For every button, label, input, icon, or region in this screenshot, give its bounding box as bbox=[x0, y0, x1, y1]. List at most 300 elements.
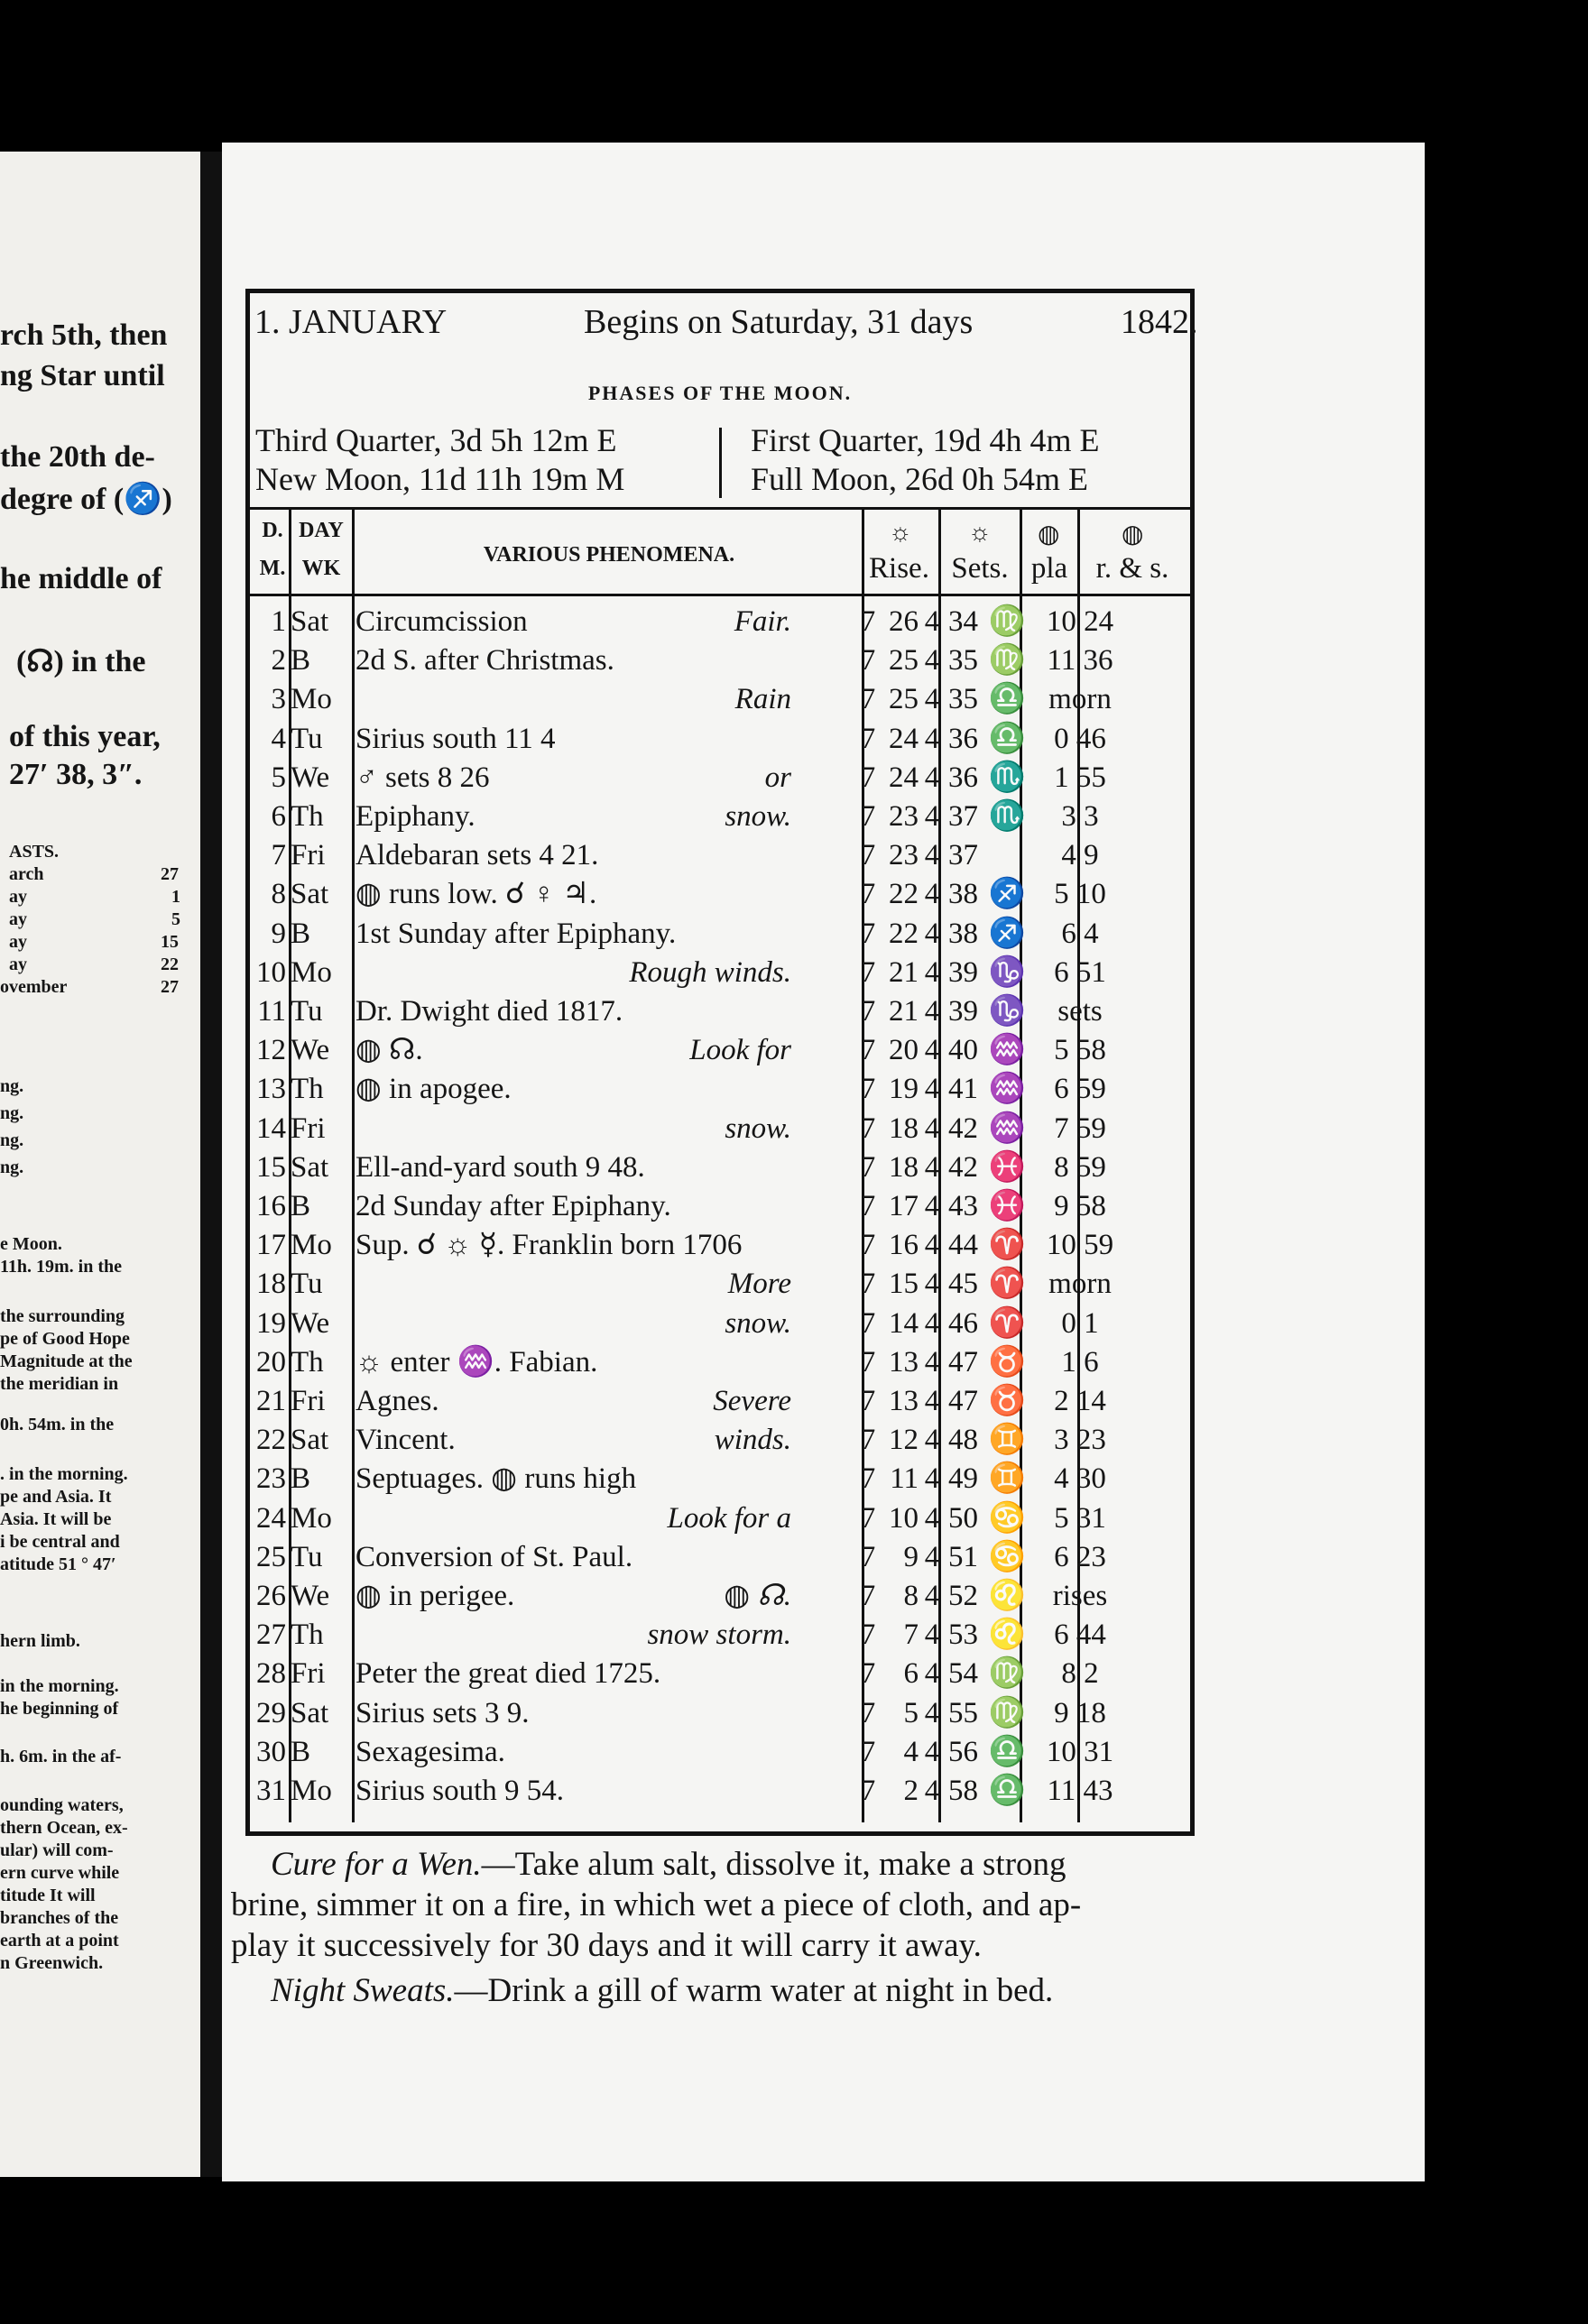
day-row bbox=[250, 1460, 1190, 1499]
moon-rise-set: 5 58 bbox=[1054, 1034, 1106, 1067]
moon-rise-set: 4 30 bbox=[1054, 1462, 1106, 1496]
day-number: 1 bbox=[271, 605, 286, 638]
day-number: 3 bbox=[271, 683, 286, 716]
sunset-hour: 4 bbox=[924, 1424, 940, 1457]
moon-place-sign: ♈ bbox=[988, 1229, 1026, 1262]
sunset-minute: 58 bbox=[948, 1775, 978, 1807]
sunrise-minute: 8 bbox=[903, 1580, 919, 1612]
weekday: B bbox=[291, 1462, 311, 1496]
sunrise-hour: 7 bbox=[860, 800, 876, 833]
day-number: 5 bbox=[271, 761, 286, 794]
moon-place-sign: ♍ bbox=[988, 644, 1026, 678]
sunrise-hour: 7 bbox=[860, 644, 876, 678]
moon-icon: ◍ bbox=[1038, 521, 1060, 549]
day-number: 2 bbox=[271, 644, 286, 678]
moon-rise-set: 0 1 bbox=[1061, 1306, 1099, 1340]
phenomenon: Peter the great died 1725. bbox=[355, 1657, 661, 1691]
sunset-hour: 4 bbox=[924, 1696, 940, 1729]
col-sets: Sets. bbox=[951, 552, 1009, 585]
day-number: 19 bbox=[256, 1306, 286, 1340]
moon-place-sign: ♑ bbox=[988, 995, 1026, 1028]
sunrise-minute: 10 bbox=[889, 1501, 919, 1535]
sunset-minute: 46 bbox=[948, 1306, 978, 1340]
sunset-minute: 50 bbox=[948, 1501, 978, 1535]
cure-wen-text: —Take alum salt, dissolve it, make a strong bbox=[481, 1846, 1066, 1883]
phenomenon: 2d Sunday after Epiphany. bbox=[355, 1190, 671, 1222]
phenomenon: Septuages. ◍ runs high bbox=[355, 1462, 637, 1496]
day-row bbox=[250, 1187, 1190, 1226]
weather-note: Look for bbox=[689, 1034, 791, 1067]
moon-place-sign: ♌ bbox=[988, 1580, 1026, 1612]
left-fragment: titude It will bbox=[0, 1886, 96, 1905]
cure-wen-line2: brine, simmer it on a fire, in which wet a piece of cloth, and ap- bbox=[231, 1886, 1082, 1923]
day-row bbox=[250, 603, 1190, 641]
weekday: We bbox=[291, 1034, 330, 1067]
weekday: Sat bbox=[291, 1696, 329, 1729]
sunset-minute: 35 bbox=[948, 644, 978, 678]
moon-place-sign: ♏ bbox=[988, 800, 1026, 833]
sunset-minute: 47 bbox=[948, 1345, 978, 1379]
day-number: 27 bbox=[256, 1618, 286, 1652]
day-row bbox=[250, 1421, 1190, 1460]
sunset-hour: 4 bbox=[924, 1034, 940, 1067]
moon-place-sign: ♊ bbox=[988, 1424, 1026, 1457]
cure-wen-title: Cure for a Wen. bbox=[271, 1846, 482, 1883]
left-fragment: ng. bbox=[0, 1130, 24, 1150]
sunset-hour: 4 bbox=[924, 1501, 940, 1535]
moon-place-sign: ♓ bbox=[988, 1150, 1026, 1184]
weekday: Tu bbox=[291, 995, 323, 1028]
cure-wen-line1 bbox=[271, 1845, 1066, 1884]
weekday: B bbox=[291, 1190, 311, 1222]
moon-rise-set: 10 59 bbox=[1046, 1229, 1114, 1262]
sunrise-minute: 26 bbox=[889, 605, 919, 638]
sunset-hour: 4 bbox=[924, 761, 940, 794]
phase-divider bbox=[719, 428, 722, 498]
sunrise-hour: 7 bbox=[860, 1424, 876, 1457]
left-fragment: of this year, bbox=[9, 720, 161, 753]
first-quarter: First Quarter, 19d 4h 4m E bbox=[751, 422, 1100, 458]
sunrise-hour: 7 bbox=[860, 1268, 876, 1301]
left-fragment: ovember bbox=[0, 977, 68, 997]
sunset-hour: 4 bbox=[924, 1735, 940, 1768]
col-d: D. bbox=[262, 519, 283, 542]
weather-note: winds. bbox=[714, 1424, 791, 1457]
moon-rise-set: 5 31 bbox=[1054, 1501, 1106, 1535]
night-sweats-line bbox=[271, 1971, 1053, 2010]
phenomenon: Sexagesima. bbox=[355, 1735, 505, 1768]
sun-icon: ☼ bbox=[889, 519, 912, 547]
sunset-minute: 48 bbox=[948, 1424, 978, 1457]
sunrise-minute: 14 bbox=[889, 1306, 919, 1340]
sunrise-hour: 7 bbox=[860, 1034, 876, 1067]
left-fragment: he beginning of bbox=[0, 1699, 119, 1719]
day-number: 20 bbox=[256, 1345, 286, 1379]
day-row bbox=[250, 992, 1190, 1031]
weekday: We bbox=[291, 1306, 330, 1340]
left-fragment: he middle of bbox=[0, 562, 162, 595]
sunset-hour: 4 bbox=[924, 1385, 940, 1417]
sunrise-minute: 21 bbox=[889, 995, 919, 1028]
sunrise-minute: 16 bbox=[889, 1229, 919, 1262]
day-row bbox=[250, 1655, 1190, 1693]
weather-note: snow. bbox=[725, 800, 791, 833]
weekday: Sat bbox=[291, 605, 329, 638]
sunrise-minute: 18 bbox=[889, 1150, 919, 1184]
day-number: 7 bbox=[271, 839, 286, 872]
left-fragment: earth at a point bbox=[0, 1931, 119, 1950]
sunrise-hour: 7 bbox=[860, 1150, 876, 1184]
sunset-hour: 4 bbox=[924, 644, 940, 678]
left-fragment: pe of Good Hope bbox=[0, 1329, 130, 1349]
phenomenon: ◍ in perigee. bbox=[355, 1580, 515, 1612]
left-fragment: thern Ocean, ex- bbox=[0, 1818, 128, 1838]
sunset-minute: 36 bbox=[948, 761, 978, 794]
weather-note: snow storm. bbox=[647, 1618, 791, 1652]
sunrise-hour: 7 bbox=[860, 878, 876, 911]
sunrise-hour: 7 bbox=[860, 1345, 876, 1379]
moon-rise-set: 6 4 bbox=[1061, 917, 1099, 950]
left-fragment: e Moon. bbox=[0, 1234, 62, 1254]
day-number: 22 bbox=[256, 1424, 286, 1457]
sunrise-hour: 7 bbox=[860, 1306, 876, 1340]
col-day: DAY bbox=[299, 519, 344, 542]
sunset-minute: 34 bbox=[948, 605, 978, 638]
left-fragment: ular) will com- bbox=[0, 1840, 114, 1860]
sunset-minute: 54 bbox=[948, 1657, 978, 1691]
phases-title: PHASES OF THE MOON. bbox=[587, 382, 853, 404]
left-fragment: in the morning. bbox=[0, 1676, 119, 1696]
day-number: 14 bbox=[256, 1111, 286, 1145]
sunrise-hour: 7 bbox=[860, 683, 876, 716]
sunrise-minute: 2 bbox=[903, 1775, 919, 1807]
sunrise-minute: 21 bbox=[889, 955, 919, 989]
phenomenon: Conversion of St. Paul. bbox=[355, 1540, 633, 1573]
sunset-minute: 37 bbox=[948, 839, 978, 872]
sunrise-minute: 13 bbox=[889, 1345, 919, 1379]
sunrise-minute: 13 bbox=[889, 1385, 919, 1417]
day-number: 13 bbox=[256, 1073, 286, 1106]
sunset-hour: 4 bbox=[924, 1111, 940, 1145]
phenomenon: Aldebaran sets 4 21. bbox=[355, 839, 599, 872]
left-fragment-value: 1 bbox=[171, 887, 180, 907]
year: 1842. bbox=[1121, 303, 1198, 341]
moon-rise-set: 6 44 bbox=[1054, 1618, 1106, 1652]
sunset-hour: 4 bbox=[924, 839, 940, 872]
left-fragment: Asia. It will be bbox=[0, 1509, 112, 1529]
moon-place-sign: ♒ bbox=[988, 1034, 1026, 1067]
moon-rise-set: morn bbox=[1048, 1268, 1112, 1301]
day-row bbox=[250, 1694, 1190, 1733]
left-fragment: n Greenwich. bbox=[0, 1953, 104, 1973]
moon-place-sign: ♈ bbox=[988, 1268, 1026, 1301]
sunset-minute: 49 bbox=[948, 1462, 978, 1496]
weekday: We bbox=[291, 761, 330, 794]
sunset-hour: 4 bbox=[924, 917, 940, 950]
phenomenon: Ell-and-yard south 9 48. bbox=[355, 1150, 645, 1184]
moon-rise-set: 11 43 bbox=[1047, 1775, 1113, 1807]
weekday: Mo bbox=[291, 1775, 332, 1807]
weekday: Th bbox=[291, 1618, 324, 1652]
col-m: M. bbox=[259, 557, 286, 580]
left-fragment: ASTS. bbox=[9, 842, 60, 862]
sunset-minute: 39 bbox=[948, 955, 978, 989]
sunrise-hour: 7 bbox=[860, 1540, 876, 1573]
sunrise-minute: 24 bbox=[889, 761, 919, 794]
weather-note: or bbox=[764, 761, 791, 794]
sunset-hour: 4 bbox=[924, 683, 940, 716]
weekday: Sat bbox=[291, 1424, 329, 1457]
moon-place-sign: ♐ bbox=[988, 878, 1026, 911]
cure-wen-line3: play it successively for 30 days and it will carry it away. bbox=[231, 1927, 982, 1964]
left-fragment-value: 15 bbox=[161, 932, 179, 952]
sunset-minute: 42 bbox=[948, 1150, 978, 1184]
phenomenon: Vincent. bbox=[355, 1424, 456, 1457]
phenomenon: Sirius south 9 54. bbox=[355, 1775, 565, 1807]
sunrise-hour: 7 bbox=[860, 995, 876, 1028]
sunset-minute: 41 bbox=[948, 1073, 978, 1106]
day-number: 26 bbox=[256, 1580, 286, 1612]
day-number: 28 bbox=[256, 1657, 286, 1691]
day-number: 9 bbox=[271, 917, 286, 950]
sunset-hour: 4 bbox=[924, 1150, 940, 1184]
sunset-hour: 4 bbox=[924, 1306, 940, 1340]
sunset-minute: 42 bbox=[948, 1111, 978, 1145]
weekday: B bbox=[291, 1735, 311, 1768]
moon-place-sign: ♑ bbox=[988, 955, 1026, 989]
moon-place-sign: ♈ bbox=[988, 1306, 1026, 1340]
sunrise-hour: 7 bbox=[860, 1229, 876, 1262]
weekday: Fri bbox=[291, 1385, 326, 1417]
sunset-hour: 4 bbox=[924, 1775, 940, 1807]
sunrise-minute: 22 bbox=[889, 917, 919, 950]
day-number: 12 bbox=[256, 1034, 286, 1067]
sunrise-minute: 12 bbox=[889, 1424, 919, 1457]
day-row bbox=[250, 1070, 1190, 1109]
moon-rise-set: 5 10 bbox=[1054, 878, 1106, 911]
day-number: 31 bbox=[256, 1775, 286, 1807]
moon-rise-set: 1 6 bbox=[1061, 1345, 1099, 1379]
moon-place-sign: ♍ bbox=[988, 1696, 1026, 1729]
moon-place-sign: ♐ bbox=[988, 917, 1026, 950]
phenomenon: 2d S. after Christmas. bbox=[355, 644, 614, 678]
left-fragment: hern limb. bbox=[0, 1631, 80, 1651]
sunset-hour: 4 bbox=[924, 800, 940, 833]
sunset-minute: 37 bbox=[948, 800, 978, 833]
col-pla: pla bbox=[1030, 552, 1068, 585]
day-number: 25 bbox=[256, 1540, 286, 1573]
left-fragment-value: 27 bbox=[161, 977, 179, 997]
left-fragment: arch bbox=[9, 864, 44, 884]
moon-place-sign: ♒ bbox=[988, 1073, 1026, 1106]
weather-note: Rain bbox=[734, 683, 791, 716]
weekday: Fri bbox=[291, 1111, 326, 1145]
sunrise-minute: 25 bbox=[889, 644, 919, 678]
left-fragment: the 20th de- bbox=[0, 440, 155, 474]
left-fragment: rch 5th, then bbox=[0, 318, 168, 352]
left-fragment: branches of the bbox=[0, 1908, 119, 1928]
moon-place-sign: ♎ bbox=[988, 1735, 1026, 1768]
weekday: We bbox=[291, 1580, 330, 1612]
phenomenon: Circumcission bbox=[355, 605, 528, 638]
left-fragment: (☊) in the bbox=[16, 645, 146, 678]
day-row bbox=[250, 798, 1190, 836]
moon-place-sign: ♊ bbox=[988, 1462, 1026, 1496]
phenomenon: Sirius sets 3 9. bbox=[355, 1696, 530, 1729]
book-gutter bbox=[200, 152, 222, 2177]
left-fragment: 0h. 54m. in the bbox=[0, 1415, 115, 1434]
night-sweats-text: —Drink a gill of warm water at night in bed. bbox=[454, 1972, 1054, 2009]
phenomenon: Sup. ☌ ☼ ☿. Franklin born 1706 bbox=[355, 1229, 743, 1262]
day-number: 17 bbox=[256, 1229, 286, 1262]
weather-note: snow. bbox=[725, 1111, 791, 1145]
day-row bbox=[250, 1110, 1190, 1148]
day-row bbox=[250, 1499, 1190, 1538]
sunrise-hour: 7 bbox=[860, 1462, 876, 1496]
sun-icon: ☼ bbox=[968, 519, 992, 547]
sunrise-hour: 7 bbox=[860, 955, 876, 989]
day-number: 8 bbox=[271, 878, 286, 911]
day-row bbox=[250, 1305, 1190, 1343]
phenomenon: Sirius south 11 4 bbox=[355, 722, 556, 755]
day-row bbox=[250, 720, 1190, 759]
sunset-minute: 56 bbox=[948, 1735, 978, 1768]
month-title: 1. JANUARY bbox=[254, 303, 448, 341]
sunset-minute: 36 bbox=[948, 722, 978, 755]
sunrise-hour: 7 bbox=[860, 1775, 876, 1807]
weekday: Mo bbox=[291, 955, 332, 989]
moon-rise-set: 7 59 bbox=[1054, 1111, 1106, 1145]
left-fragment: ay bbox=[9, 887, 27, 907]
left-fragment-value: 22 bbox=[161, 954, 179, 974]
moon-place-sign: ♋ bbox=[988, 1501, 1026, 1535]
left-fragment: degre of (♐) bbox=[0, 483, 172, 516]
sunset-minute: 45 bbox=[948, 1268, 978, 1301]
moon-rise-set: 11 36 bbox=[1047, 644, 1113, 678]
day-number: 24 bbox=[256, 1501, 286, 1535]
left-fragment: ng. bbox=[0, 1076, 24, 1096]
sunset-hour: 4 bbox=[924, 1229, 940, 1262]
day-row bbox=[250, 1733, 1190, 1772]
left-fragment: ay bbox=[9, 932, 27, 952]
sunset-minute: 38 bbox=[948, 917, 978, 950]
sunset-hour: 4 bbox=[924, 1618, 940, 1652]
phenomenon: ◍ runs low. ☌ ♀ ♃. bbox=[355, 878, 597, 911]
left-fragment-value: 27 bbox=[161, 864, 179, 884]
sunset-hour: 4 bbox=[924, 1073, 940, 1106]
sunrise-hour: 7 bbox=[860, 1501, 876, 1535]
left-fragment: ern curve while bbox=[0, 1863, 120, 1883]
day-row bbox=[250, 1031, 1190, 1070]
moon-rise-set: 1 55 bbox=[1054, 761, 1106, 794]
moon-rise-set: 10 31 bbox=[1046, 1735, 1114, 1768]
day-row bbox=[250, 875, 1190, 914]
third-quarter: Third Quarter, 3d 5h 12m E bbox=[255, 422, 617, 458]
sunset-minute: 52 bbox=[948, 1580, 978, 1612]
sunrise-minute: 19 bbox=[889, 1073, 919, 1106]
col-rise: Rise. bbox=[869, 552, 929, 585]
sunrise-hour: 7 bbox=[860, 1190, 876, 1222]
moon-place-sign: ♍ bbox=[988, 1657, 1026, 1691]
sunrise-minute: 24 bbox=[889, 722, 919, 755]
day-row bbox=[250, 759, 1190, 798]
weekday: B bbox=[291, 917, 311, 950]
sunset-minute: 39 bbox=[948, 995, 978, 1028]
day-row bbox=[250, 1538, 1190, 1577]
phenomenon: ☼ enter ♒. Fabian. bbox=[355, 1345, 598, 1379]
day-number: 23 bbox=[256, 1462, 286, 1496]
weather-note: snow. bbox=[725, 1306, 791, 1340]
sunrise-minute: 22 bbox=[889, 878, 919, 911]
moon-place-sign: ♎ bbox=[988, 1775, 1026, 1807]
day-row bbox=[250, 915, 1190, 954]
col-phenomena: VARIOUS PHENOMENA. bbox=[483, 543, 735, 567]
weather-note: Look for a bbox=[667, 1501, 791, 1535]
moon-rise-set: 0 46 bbox=[1054, 722, 1106, 755]
moon-place-sign: ♉ bbox=[988, 1345, 1026, 1379]
weekday: Th bbox=[291, 1073, 324, 1106]
phenomenon: Agnes. bbox=[355, 1385, 439, 1417]
weekday: Mo bbox=[291, 1501, 332, 1535]
moon-place-sign: ♍ bbox=[988, 605, 1026, 638]
moon-place-sign: ♒ bbox=[988, 1111, 1026, 1145]
weekday: Fri bbox=[291, 1657, 326, 1691]
moon-rise-set: morn bbox=[1048, 683, 1112, 716]
moon-place-sign: ♎ bbox=[988, 683, 1026, 716]
col-wk: WK bbox=[301, 557, 341, 580]
left-fragment: ng Star until bbox=[0, 359, 165, 392]
weather-note: Fair. bbox=[734, 605, 791, 638]
left-fragment-value: 5 bbox=[171, 909, 180, 929]
sunrise-minute: 15 bbox=[889, 1268, 919, 1301]
day-number: 4 bbox=[271, 722, 286, 755]
moon-place-sign: ♉ bbox=[988, 1385, 1026, 1417]
weekday: Th bbox=[291, 1345, 324, 1379]
sunset-minute: 53 bbox=[948, 1618, 978, 1652]
col-rs: r. & s. bbox=[1095, 552, 1169, 585]
sunrise-minute: 23 bbox=[889, 839, 919, 872]
night-sweats-title: Night Sweats. bbox=[271, 1972, 455, 2009]
weekday: B bbox=[291, 644, 311, 678]
sunset-hour: 4 bbox=[924, 1462, 940, 1496]
moon-rise-set: 6 59 bbox=[1054, 1073, 1106, 1106]
weather-note: Severe bbox=[713, 1385, 791, 1417]
left-fragment: i be central and bbox=[0, 1532, 120, 1552]
left-fragment: ay bbox=[9, 909, 27, 929]
weekday: Tu bbox=[291, 1540, 323, 1573]
sunset-minute: 51 bbox=[948, 1540, 978, 1573]
sunset-hour: 4 bbox=[924, 1190, 940, 1222]
moon-rise-set: 6 51 bbox=[1054, 955, 1106, 989]
sunrise-hour: 7 bbox=[860, 839, 876, 872]
weekday: Mo bbox=[291, 683, 332, 716]
day-row bbox=[250, 680, 1190, 719]
weekday: Th bbox=[291, 800, 324, 833]
sunset-hour: 4 bbox=[924, 1657, 940, 1691]
moon-rise-set: sets bbox=[1057, 995, 1103, 1028]
moon-rise-set: 2 14 bbox=[1054, 1385, 1106, 1417]
day-number: 10 bbox=[256, 955, 286, 989]
sunrise-minute: 17 bbox=[889, 1190, 919, 1222]
sunset-hour: 4 bbox=[924, 995, 940, 1028]
day-row bbox=[250, 1226, 1190, 1265]
moon-place-sign: ♎ bbox=[988, 722, 1026, 755]
month-begins: Begins on Saturday, 31 days bbox=[584, 303, 974, 341]
day-number: 29 bbox=[256, 1696, 286, 1729]
sunrise-minute: 9 bbox=[903, 1540, 919, 1573]
day-row bbox=[250, 954, 1190, 992]
left-fragment: 11h. 19m. in the bbox=[0, 1257, 123, 1277]
